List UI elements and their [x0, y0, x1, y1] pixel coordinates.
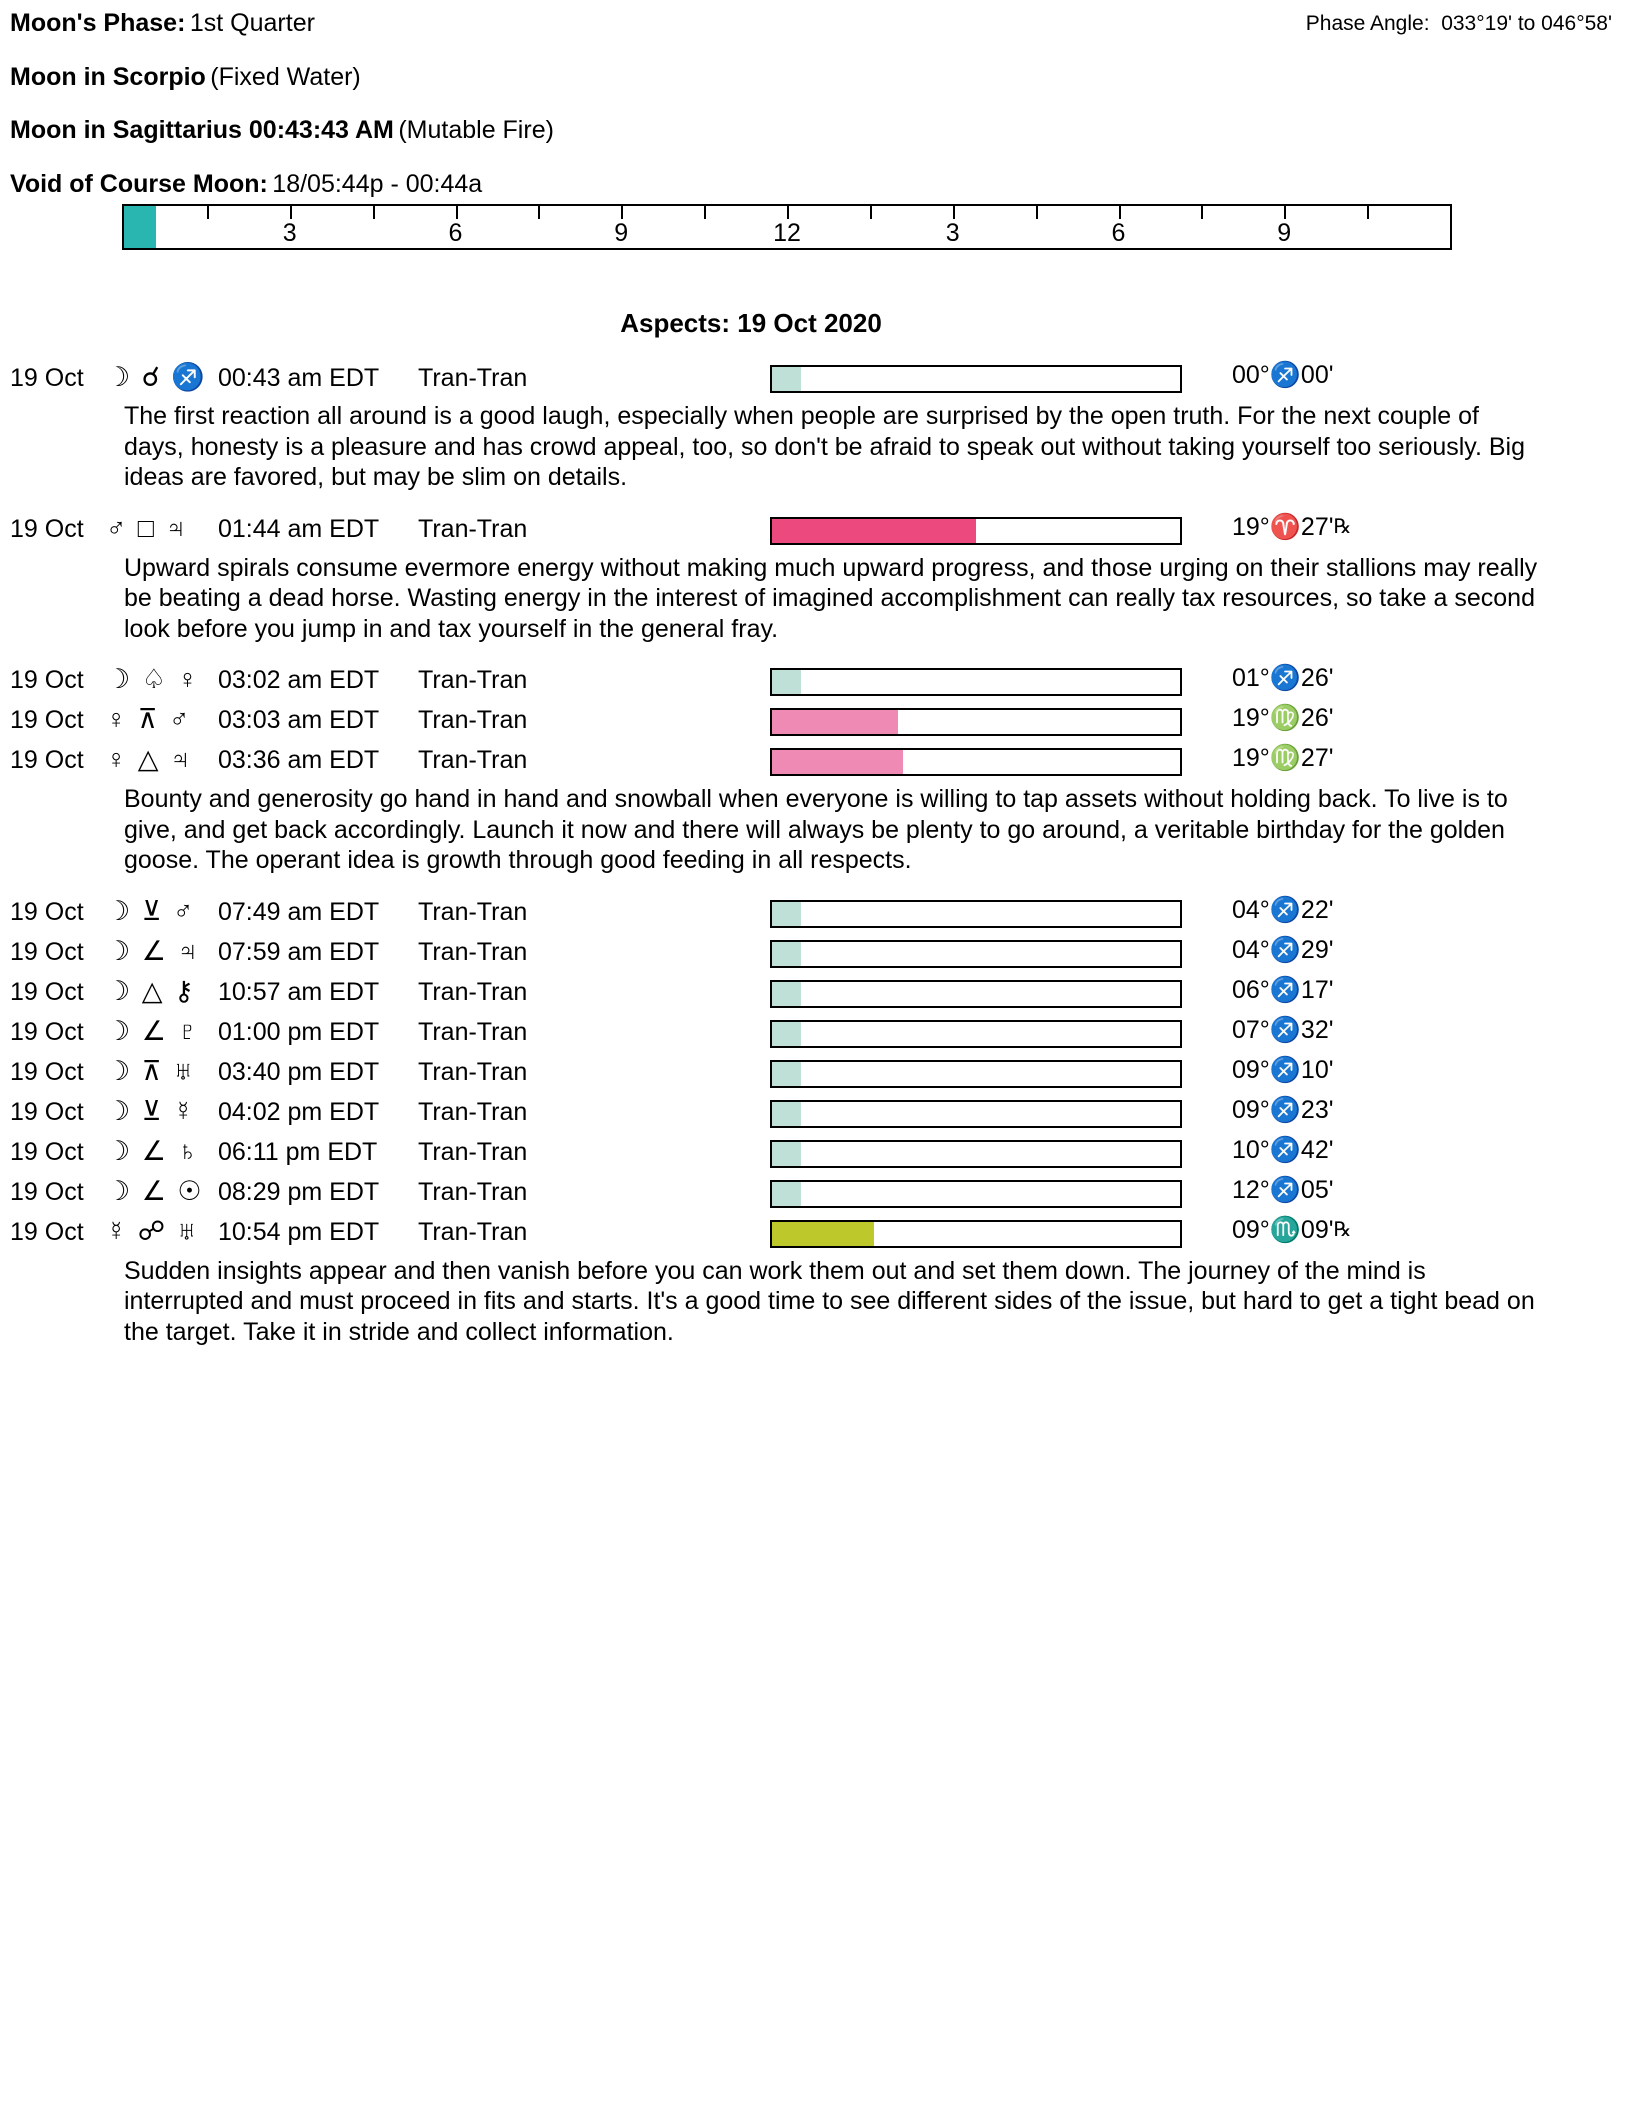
aspect-position: 07°♐32' — [1232, 1015, 1334, 1044]
aspect-date: 19 Oct — [10, 514, 84, 543]
timeline-hour-label: 9 — [614, 219, 629, 247]
aspect-strength-bar — [770, 980, 1182, 1008]
aspect-date: 19 Oct — [10, 706, 84, 734]
aspect-date: 19 Oct — [10, 1057, 84, 1086]
aspect-strength-fill — [772, 1182, 801, 1206]
aspect-type: Tran-Tran — [418, 746, 528, 774]
aspects-title: Aspects: 19 Oct 2020 — [620, 308, 882, 338]
aspect-date: 19 Oct — [10, 897, 84, 926]
timeline-tick — [373, 206, 375, 219]
aspect-position: 10°♐42' — [1232, 1135, 1334, 1164]
aspect-glyphs-icon: ☽ ⊻ ♂ — [106, 895, 196, 926]
aspect-time: 04:02 pm EDT — [218, 1097, 380, 1126]
moon-sign-label: Moon in Scorpio — [10, 62, 206, 91]
aspect-glyphs-icon: ♀ ⊼ ♂ — [106, 704, 192, 734]
aspect-strength-bar — [770, 940, 1182, 968]
timeline-tick — [704, 206, 706, 219]
day-timeline — [122, 204, 1452, 250]
timeline-hour-label: 6 — [1111, 219, 1126, 247]
timeline-tick — [1119, 206, 1121, 219]
aspect-date: 19 Oct — [10, 746, 84, 774]
timeline-hour-label: 3 — [282, 219, 297, 247]
timeline-tick — [538, 206, 540, 219]
aspect-row[interactable] — [10, 664, 1612, 702]
aspect-type: Tran-Tran — [418, 1137, 528, 1166]
retrograde-icon: ℞ — [1333, 1218, 1352, 1241]
void-of-course-value: 18/05:44p - 00:44a — [272, 169, 483, 198]
aspect-date: 19 Oct — [10, 1177, 84, 1206]
aspect-glyphs-icon: ☿ ☍ ♅ — [106, 1215, 199, 1246]
moon-ingress-label: Moon in Sagittarius 00:43:43 AM — [10, 116, 394, 144]
aspect-time: 00:43 am EDT — [218, 364, 380, 392]
aspect-strength-bar — [770, 1100, 1182, 1128]
aspect-strength-bar — [770, 748, 1182, 776]
aspect-strength-fill — [772, 519, 976, 543]
aspect-glyphs-icon: ☽ ∠ ♄ — [106, 1135, 200, 1166]
aspect-time: 07:49 am EDT — [218, 897, 380, 926]
aspect-entry — [10, 976, 1612, 1014]
aspect-position: 01°♐26' — [1232, 664, 1334, 692]
timeline-tick — [621, 206, 623, 219]
moon-phase-label: Moon's Phase: — [10, 9, 186, 37]
aspect-date: 19 Oct — [10, 666, 84, 694]
aspect-position: 06°♐17' — [1232, 975, 1334, 1004]
aspect-time: 03:36 am EDT — [218, 746, 380, 774]
aspect-glyphs-icon: ☽ ∠ ☉ — [106, 1175, 204, 1206]
timeline-tick — [290, 206, 292, 219]
timeline-hour-label: 12 — [773, 219, 801, 247]
aspect-strength-fill — [772, 1102, 801, 1126]
aspect-time: 03:40 pm EDT — [218, 1057, 380, 1086]
aspect-type: Tran-Tran — [418, 1017, 528, 1046]
timeline-tick — [1036, 206, 1038, 219]
aspect-position: 12°♐05' — [1232, 1175, 1334, 1204]
aspect-strength-bar — [770, 1180, 1182, 1208]
aspect-position: 19°♈27'℞ — [1232, 512, 1352, 541]
aspect-entry — [10, 1096, 1612, 1134]
aspect-row[interactable] — [10, 1056, 1612, 1094]
timeline-tick — [1201, 206, 1203, 219]
aspect-entry — [10, 361, 1612, 493]
aspect-position: 19°♍26' — [1232, 704, 1334, 732]
aspect-glyphs-icon: ☽ ∠ ♃ — [106, 935, 200, 966]
aspect-entry — [10, 1176, 1612, 1214]
moon-phase-row — [10, 10, 1612, 38]
aspect-description: The first reaction all around is a good laugh, especially when people are surprised by the open truth. For the next couple of days, honesty is a pleasure and has crowd appeal, too, so don't be afraid to speak out without taking yourself too seriously. Big ideas are favored, but may be slim on details. — [124, 402, 1525, 491]
aspect-date: 19 Oct — [10, 1217, 84, 1246]
timeline-tick — [870, 206, 872, 219]
aspect-strength-fill — [772, 670, 801, 694]
aspect-strength-fill — [772, 902, 801, 926]
aspect-strength-fill — [772, 367, 801, 391]
aspect-list — [10, 361, 1612, 1347]
aspect-type: Tran-Tran — [418, 937, 528, 966]
aspect-glyphs-icon: ☽ △ ⚷ — [106, 975, 196, 1006]
void-of-course-row — [10, 171, 1612, 199]
aspect-entry — [10, 513, 1612, 645]
timeline-tick — [207, 206, 209, 219]
aspect-glyphs-icon: ☽ ⊼ ♅ — [106, 1055, 196, 1086]
aspect-strength-bar — [770, 1140, 1182, 1168]
timeline-hour-label: 9 — [1277, 219, 1292, 247]
aspect-glyphs-icon: ☽ ⊻ ☿ — [106, 1095, 196, 1126]
aspect-description: Upward spirals consume evermore energy without making much upward progress, and those urging on their stallions may really be beating a dead horse. Wasting energy in the interest of imagined accomplishment can really tax resources, so take a second look before you jump in and tax yourself in the general fray. — [124, 553, 1538, 643]
retrograde-icon: ℞ — [1333, 515, 1352, 538]
aspect-type: Tran-Tran — [418, 1177, 528, 1206]
aspect-position: 04°♐29' — [1232, 935, 1334, 964]
moon-sign-row — [10, 64, 1612, 92]
aspect-strength-fill — [772, 1142, 801, 1166]
void-of-course-label: Void of Course Moon: — [10, 169, 268, 198]
aspect-glyphs-icon: ☽ ☌ ♐ — [106, 362, 207, 392]
aspect-strength-fill — [772, 1022, 801, 1046]
aspect-time: 01:44 am EDT — [218, 514, 380, 543]
aspect-entry — [10, 664, 1612, 702]
aspect-description: Sudden insights appear and then vanish before you can work them out and set them down. The journey of the mind is interrupted and must proceed in fits and starts. It's a good time to see different sides of the issue, but hard to get a tight bead on the target. Take it in stride and collect information. — [124, 1256, 1535, 1346]
timeline-tick — [1367, 206, 1369, 219]
aspect-type: Tran-Tran — [418, 897, 528, 926]
aspect-strength-fill — [772, 1062, 801, 1086]
timeline-hour-label: 3 — [945, 219, 960, 247]
aspect-entry — [10, 1216, 1612, 1348]
aspect-entry — [10, 704, 1612, 742]
aspect-entry — [10, 896, 1612, 934]
aspect-glyphs-icon: ☽ ∠ ♇ — [106, 1015, 200, 1046]
aspect-strength-bar — [770, 517, 1182, 545]
aspect-type: Tran-Tran — [418, 666, 528, 694]
aspect-row[interactable] — [10, 361, 1612, 399]
aspect-date: 19 Oct — [10, 1097, 84, 1126]
aspect-position: 09°♐23' — [1232, 1095, 1334, 1124]
aspect-position: 00°♐00' — [1232, 361, 1334, 389]
moon-phase-value: 1st Quarter — [189, 9, 315, 37]
timeline-tick — [456, 206, 458, 219]
aspect-strength-fill — [772, 750, 903, 774]
aspect-time: 06:11 pm EDT — [218, 1137, 378, 1166]
aspect-entry — [10, 1136, 1612, 1174]
aspect-entry — [10, 1056, 1612, 1094]
aspect-type: Tran-Tran — [418, 977, 528, 1006]
aspect-time: 07:59 am EDT — [218, 937, 380, 966]
aspect-type: Tran-Tran — [418, 1057, 528, 1086]
aspect-type: Tran-Tran — [418, 364, 528, 392]
aspect-strength-bar — [770, 668, 1182, 696]
aspect-position: 19°♍27' — [1232, 744, 1334, 772]
aspect-strength-bar — [770, 1020, 1182, 1048]
aspect-time: 03:02 am EDT — [218, 666, 380, 694]
aspect-row[interactable] — [10, 896, 1612, 934]
moon-ingress-row — [10, 117, 1612, 145]
moon-sign-modality: (Fixed Water) — [210, 62, 361, 91]
aspect-position: 09°♏09'℞ — [1232, 1215, 1352, 1244]
day-timeline-labels — [124, 219, 1450, 247]
aspect-strength-fill — [772, 982, 801, 1006]
moon-ingress-modality: (Mutable Fire) — [398, 116, 554, 144]
aspect-glyphs-icon: ♀ △ ♃ — [106, 744, 193, 774]
aspect-date: 19 Oct — [10, 364, 84, 392]
aspect-glyphs-icon: ♂ □ ♃ — [106, 512, 188, 543]
timeline-tick — [953, 206, 955, 219]
aspect-strength-fill — [772, 710, 898, 734]
aspect-row[interactable] — [10, 1176, 1612, 1214]
aspect-time: 10:57 am EDT — [218, 977, 380, 1006]
aspect-strength-bar — [770, 365, 1182, 393]
aspect-type: Tran-Tran — [418, 1097, 528, 1126]
aspect-row[interactable] — [10, 1016, 1612, 1054]
aspect-time: 03:03 am EDT — [218, 706, 380, 734]
aspect-strength-bar — [770, 900, 1182, 928]
aspect-row[interactable] — [10, 513, 1612, 551]
aspect-strength-bar — [770, 1220, 1182, 1248]
aspect-date: 19 Oct — [10, 937, 84, 966]
aspect-position: 09°♐10' — [1232, 1055, 1334, 1084]
aspect-type: Tran-Tran — [418, 706, 528, 734]
aspect-type: Tran-Tran — [418, 1217, 528, 1246]
aspect-strength-fill — [772, 1222, 874, 1246]
aspect-row[interactable] — [10, 936, 1612, 974]
aspect-entry — [10, 1016, 1612, 1054]
aspect-date: 19 Oct — [10, 1017, 84, 1046]
aspect-type: Tran-Tran — [418, 514, 528, 543]
timeline-tick — [787, 206, 789, 219]
timeline-tick — [1284, 206, 1286, 219]
aspect-time: 01:00 pm EDT — [218, 1017, 380, 1046]
aspect-glyphs-icon: ☽ ♤ ♀ — [106, 664, 200, 694]
aspect-row[interactable] — [10, 704, 1612, 742]
aspect-time: 08:29 pm EDT — [218, 1177, 380, 1206]
aspect-row[interactable] — [10, 1216, 1612, 1254]
aspect-entry — [10, 744, 1612, 876]
phase-angle: Phase Angle: 033°19' to 046°58' — [1305, 12, 1612, 35]
aspect-strength-fill — [772, 942, 801, 966]
aspect-position: 04°♐22' — [1232, 895, 1334, 924]
aspect-entry — [10, 936, 1612, 974]
aspect-row[interactable] — [10, 1096, 1612, 1134]
aspect-description: Bounty and generosity go hand in hand and snowball when everyone is willing to tap assets without holding back. To live is to give, and get back accordingly. Launch it now and there will always be plenty to go around, a veritable birthday for the golden goose. The operant idea is growth through good feeding in all respects. — [124, 785, 1508, 874]
day-timeline-track — [122, 204, 1452, 250]
aspect-row[interactable] — [10, 976, 1612, 1014]
aspect-date: 19 Oct — [10, 1137, 84, 1166]
aspect-time: 10:54 pm EDT — [218, 1217, 380, 1246]
aspect-row[interactable] — [10, 1136, 1612, 1174]
timeline-hour-label: 6 — [448, 219, 463, 247]
aspect-date: 19 Oct — [10, 977, 84, 1006]
aspect-row[interactable] — [10, 744, 1612, 782]
aspect-strength-bar — [770, 1060, 1182, 1088]
aspect-strength-bar — [770, 708, 1182, 736]
